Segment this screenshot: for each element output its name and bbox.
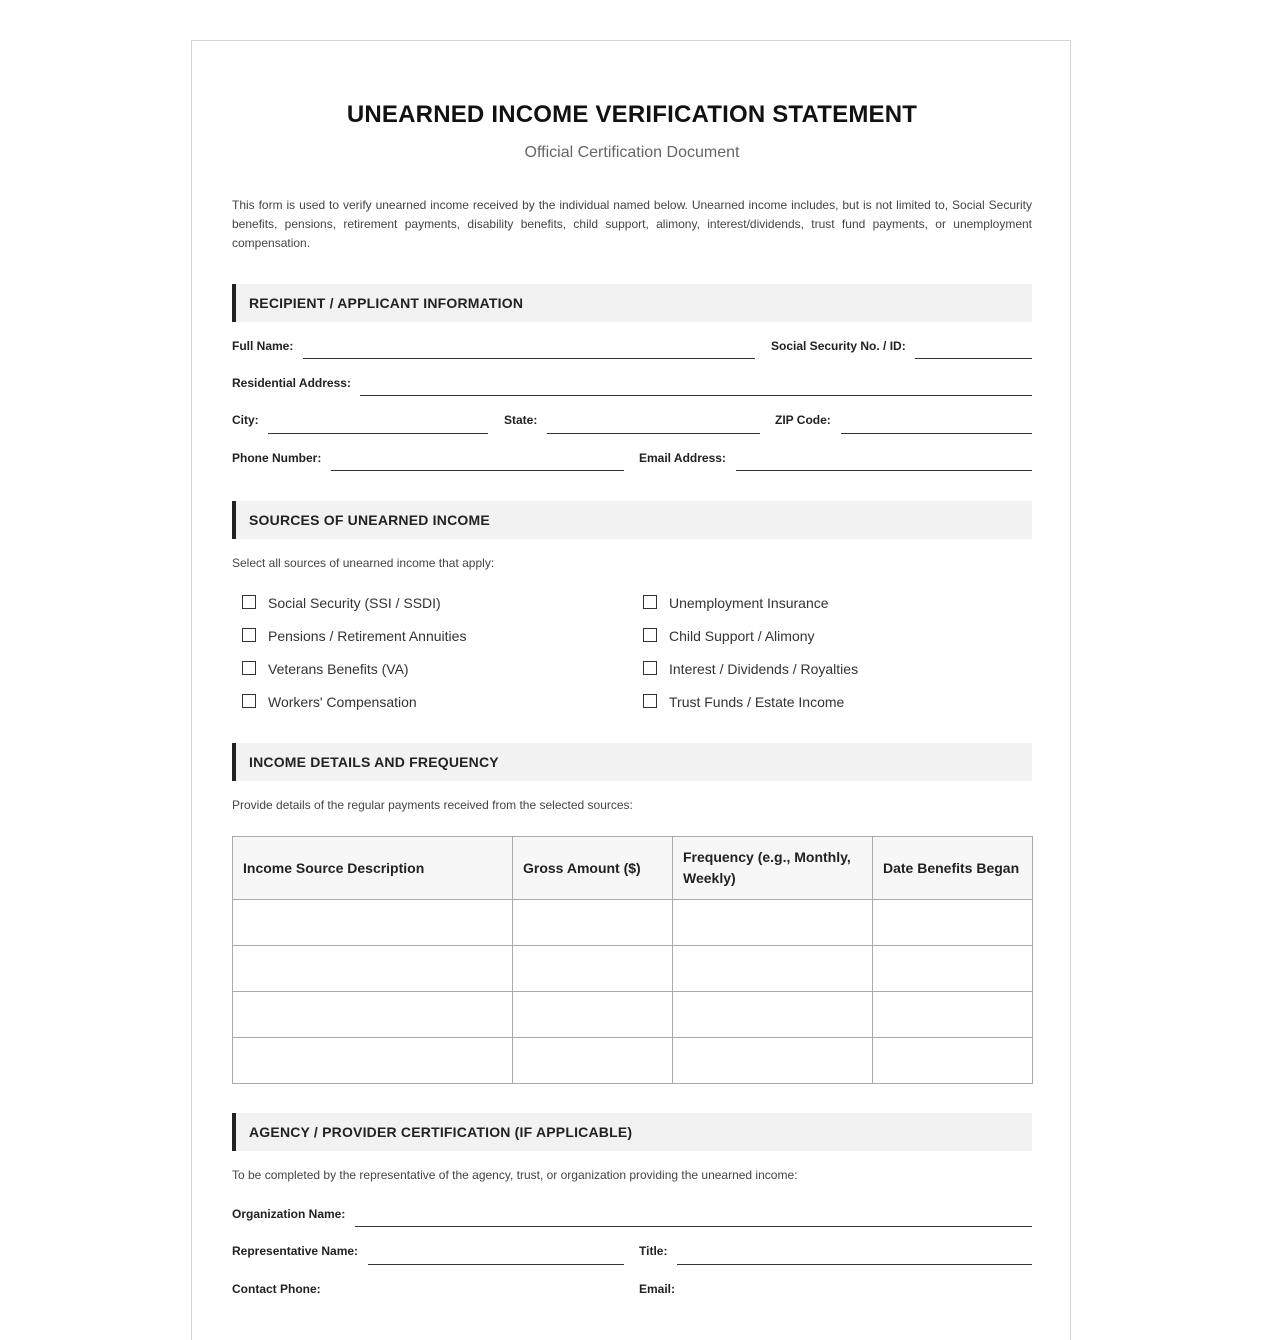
checkbox[interactable] bbox=[242, 628, 256, 642]
table-row bbox=[233, 900, 1033, 946]
rep-name-label: Representative Name: bbox=[232, 1244, 359, 1258]
checkbox-label: Interest / Dividends / Royalties bbox=[669, 661, 859, 677]
checkbox[interactable] bbox=[643, 694, 657, 708]
table-header-row bbox=[233, 837, 1033, 900]
page-subtitle: Official Certification Document bbox=[524, 144, 740, 161]
checkbox-label: Child Support / Alimony bbox=[669, 628, 815, 644]
table-cell[interactable] bbox=[233, 946, 513, 992]
contact-phone-label: Contact Phone: bbox=[232, 1282, 321, 1296]
agency-email-label: Email: bbox=[639, 1282, 676, 1296]
table-cell[interactable] bbox=[513, 900, 673, 946]
rep-name-field[interactable] bbox=[368, 1264, 624, 1265]
table-cell[interactable] bbox=[673, 946, 873, 992]
checkbox-label: Pensions / Retirement Annuities bbox=[268, 628, 467, 644]
state-label: State: bbox=[504, 413, 538, 427]
full-name-label: Full Name: bbox=[232, 339, 294, 353]
email-label: Email Address: bbox=[639, 451, 726, 465]
details-instruction: Provide details of the regular payments received from the selected sources: bbox=[232, 798, 633, 812]
column-header: Income Source Description bbox=[233, 837, 513, 900]
form-page bbox=[191, 40, 1071, 1340]
checkbox[interactable] bbox=[643, 628, 657, 642]
sources-instruction: Select all sources of unearned income that apply: bbox=[232, 556, 495, 570]
checkbox[interactable] bbox=[643, 661, 657, 675]
state-field[interactable] bbox=[547, 433, 760, 434]
zip-label: ZIP Code: bbox=[775, 413, 831, 427]
address-field[interactable] bbox=[360, 395, 1032, 396]
checkbox-label: Unemployment Insurance bbox=[669, 595, 829, 611]
checkbox[interactable] bbox=[242, 661, 256, 675]
page-title: UNEARNED INCOME VERIFICATION STATEMENT bbox=[346, 101, 918, 128]
table-cell[interactable] bbox=[513, 1038, 673, 1084]
ssn-field[interactable] bbox=[915, 358, 1032, 359]
title-label: Title: bbox=[639, 1244, 668, 1258]
full-name-field[interactable] bbox=[303, 358, 755, 359]
email-field[interactable] bbox=[736, 470, 1032, 471]
table-row bbox=[233, 992, 1033, 1038]
section-heading-sources: SOURCES OF UNEARNED INCOME bbox=[232, 501, 1032, 539]
section-heading-agency: AGENCY / PROVIDER CERTIFICATION (IF APPLICABLE) bbox=[232, 1113, 1032, 1151]
table-row bbox=[233, 946, 1033, 992]
table-cell[interactable] bbox=[233, 1038, 513, 1084]
table-cell[interactable] bbox=[513, 992, 673, 1038]
table-cell[interactable] bbox=[673, 900, 873, 946]
table-cell[interactable] bbox=[233, 992, 513, 1038]
checkbox[interactable] bbox=[242, 694, 256, 708]
income-details-table bbox=[232, 836, 1033, 1084]
table-cell[interactable] bbox=[233, 900, 513, 946]
table-cell[interactable] bbox=[673, 992, 873, 1038]
column-header: Frequency (e.g., Monthly, Weekly) bbox=[673, 837, 873, 900]
title-field[interactable] bbox=[677, 1264, 1032, 1265]
checkbox-label: Trust Funds / Estate Income bbox=[669, 694, 845, 710]
city-field[interactable] bbox=[268, 433, 488, 434]
section-heading-recipient: RECIPIENT / APPLICANT INFORMATION bbox=[232, 284, 1032, 322]
table-cell[interactable] bbox=[513, 946, 673, 992]
ssn-label: Social Security No. / ID: bbox=[771, 339, 906, 353]
table-cell[interactable] bbox=[873, 1038, 1033, 1084]
phone-field[interactable] bbox=[331, 470, 624, 471]
section-heading-details: INCOME DETAILS AND FREQUENCY bbox=[232, 743, 1032, 781]
column-header: Date Benefits Began bbox=[873, 837, 1033, 900]
agency-instruction: To be completed by the representative of the agency, trust, or organization providing the unearned income: bbox=[232, 1168, 798, 1182]
table-cell[interactable] bbox=[673, 1038, 873, 1084]
org-name-field[interactable] bbox=[355, 1226, 1032, 1227]
org-name-label: Organization Name: bbox=[232, 1207, 346, 1221]
table-cell[interactable] bbox=[873, 900, 1033, 946]
checkbox-label: Veterans Benefits (VA) bbox=[268, 661, 409, 677]
table-row bbox=[233, 1038, 1033, 1084]
zip-field[interactable] bbox=[841, 433, 1032, 434]
phone-label: Phone Number: bbox=[232, 451, 322, 465]
checkbox[interactable] bbox=[242, 595, 256, 609]
checkbox[interactable] bbox=[643, 595, 657, 609]
intro-paragraph: This form is used to verify unearned income received by the individual named below. Unearned income includes, but is not limited to, Social Security benefits, pensions, retirement payments, disability benefits, child support, alimony, interest/dividends, trust fund payments, or unemployment compensation. bbox=[232, 198, 1032, 250]
checkbox-label: Social Security (SSI / SSDI) bbox=[268, 595, 441, 611]
column-header: Gross Amount ($) bbox=[513, 837, 673, 900]
table-cell[interactable] bbox=[873, 946, 1033, 992]
checkbox-label: Workers' Compensation bbox=[268, 694, 417, 710]
table-cell[interactable] bbox=[873, 992, 1033, 1038]
city-label: City: bbox=[232, 413, 259, 427]
address-label: Residential Address: bbox=[232, 376, 351, 390]
